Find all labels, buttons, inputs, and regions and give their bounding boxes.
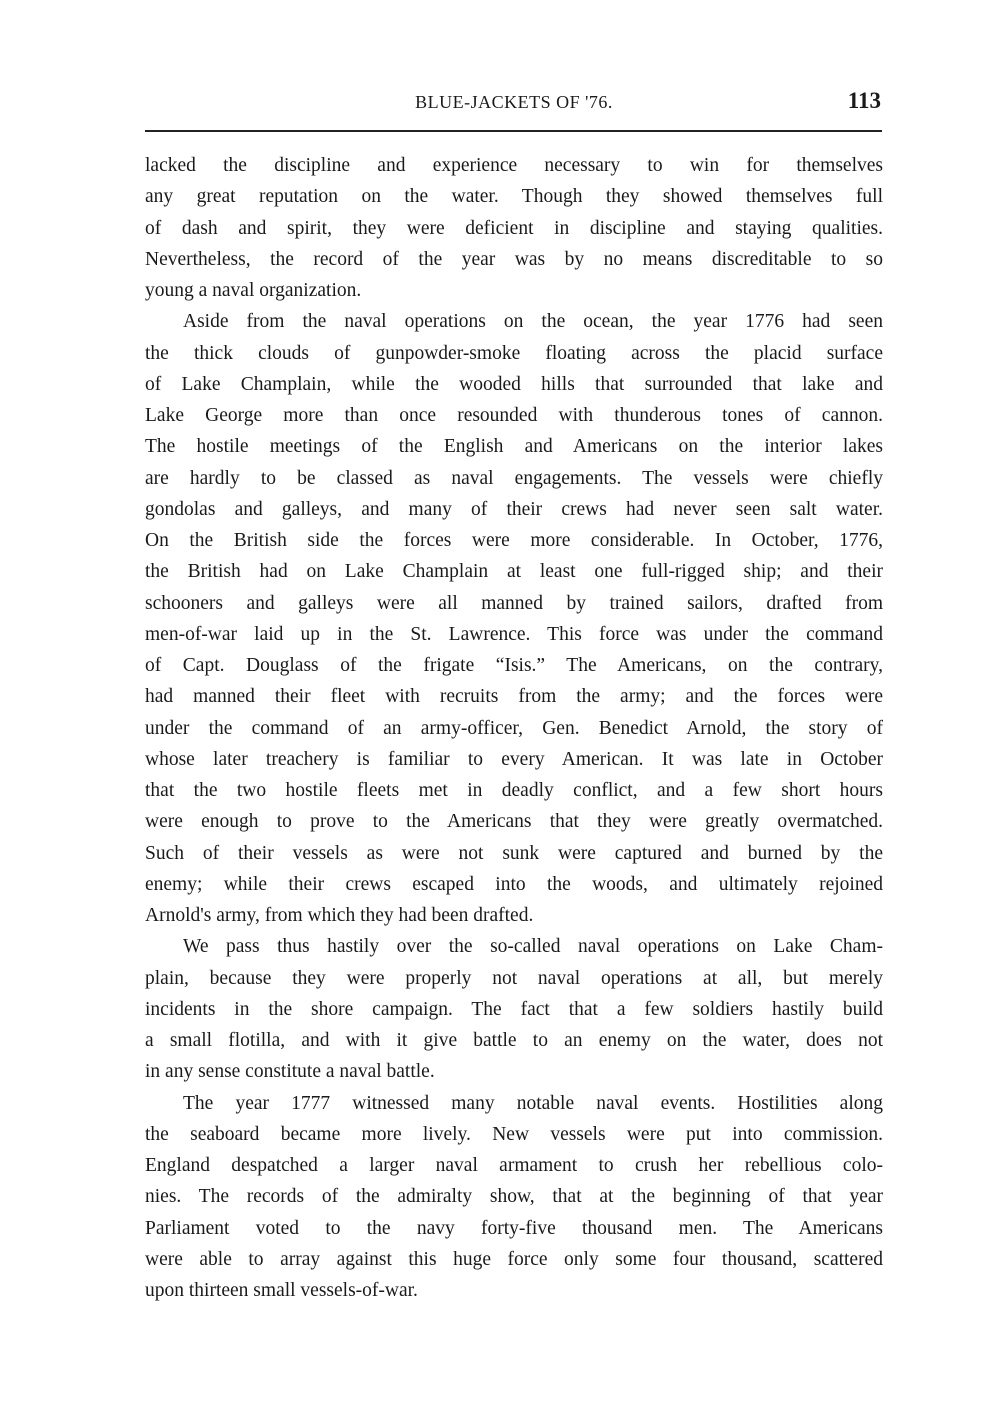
text-line: under the command of an army-officer, Gen. Benedict Arnold, the story of: [145, 717, 883, 739]
text-line: enemy; while their crews escaped into the woods, and ultimately rejoined: [145, 873, 883, 895]
text-line: We pass thus hastily over the so-called naval operations on Lake Cham-: [183, 936, 883, 958]
text-line: gondolas and galleys, and many of their crews had never seen salt water.: [145, 498, 883, 520]
text-line: of Lake Champlain, while the wooded hills that surrounded that lake and: [145, 373, 883, 395]
text-line: Such of their vessels as were not sunk were captured and burned by the: [145, 842, 883, 864]
text-line: young a naval organization.: [145, 280, 362, 301]
text-line: lacked the discipline and experience necessary to win for themselves: [145, 155, 883, 176]
paragraph: [145, 150, 883, 306]
body-text: [145, 150, 883, 1306]
text-line: any great reputation on the water. Though they showed themselves full: [145, 186, 883, 208]
header-rule: [145, 130, 882, 132]
text-line: nies. The records of the admiralty show, that at the beginning of that year: [145, 1186, 883, 1208]
text-line: are hardly to be classed as naval engagements. The vessels were chiefly: [145, 467, 883, 489]
text-line: in any sense constitute a naval battle.: [145, 1061, 435, 1083]
text-line: Arnold's army, from which they had been drafted.: [145, 905, 534, 926]
text-line: England despatched a larger naval armament to crush her rebellious colo-: [145, 1155, 883, 1176]
text-line: men-of-war laid up in the St. Lawrence. This force was under the command: [145, 623, 883, 645]
text-line: of Capt. Douglass of the frigate “Isis.” The Americans, on the contrary,: [145, 655, 883, 676]
text-line: Aside from the naval operations on the ocean, the year 1776 had seen: [183, 311, 883, 333]
text-line: On the British side the forces were more considerable. In October, 1776,: [145, 530, 883, 551]
text-line: whose later treachery is familiar to every American. It was late in October: [145, 748, 883, 770]
paragraph: [145, 931, 883, 1087]
text-line: The hostile meetings of the English and Americans on the interior lakes: [145, 436, 883, 458]
text-line: Lake George more than once resounded with thunderous tones of cannon.: [145, 405, 883, 426]
page-header: [145, 88, 883, 118]
paragraph: [145, 306, 883, 931]
text-line: of dash and spirit, they were deficient in discipline and staying qualities.: [145, 217, 883, 239]
text-line: that the two hostile fleets met in deadly conflict, and a few short hours: [145, 780, 883, 801]
text-line: upon thirteen small vessels-of-war.: [145, 1280, 418, 1301]
paragraph: [145, 1088, 883, 1307]
text-line: a small flotilla, and with it give battle to an enemy on the water, does not: [145, 1030, 883, 1051]
text-line: Parliament voted to the navy forty-five thousand men. The Americans: [145, 1217, 883, 1239]
running-title: BLUE-JACKETS OF '76.: [415, 92, 613, 112]
text-line: The year 1777 witnessed many notable naval events. Hostilities along: [183, 1092, 883, 1114]
text-line: plain, because they were properly not naval operations at all, but merely: [145, 967, 883, 989]
text-line: had manned their fleet with recruits from the army; and the forces were: [145, 686, 883, 708]
text-line: incidents in the shore campaign. The fact that a few soldiers hastily build: [145, 998, 883, 1020]
text-line: the British had on Lake Champlain at least one full-rigged ship; and their: [145, 561, 883, 583]
page-number: 113: [847, 88, 881, 113]
text-line: were enough to prove to the Americans that they were greatly overmatched.: [145, 811, 883, 833]
text-line: Nevertheless, the record of the year was by no means discreditable to so: [145, 248, 883, 270]
text-line: the seaboard became more lively. New vessels were put into commission.: [145, 1123, 883, 1145]
text-line: were able to array against this huge force only some four thousand, scattered: [145, 1248, 883, 1270]
text-line: the thick clouds of gunpowder-smoke floating across the placid surface: [145, 342, 883, 364]
text-line: schooners and galleys were all manned by trained sailors, drafted from: [145, 592, 883, 614]
